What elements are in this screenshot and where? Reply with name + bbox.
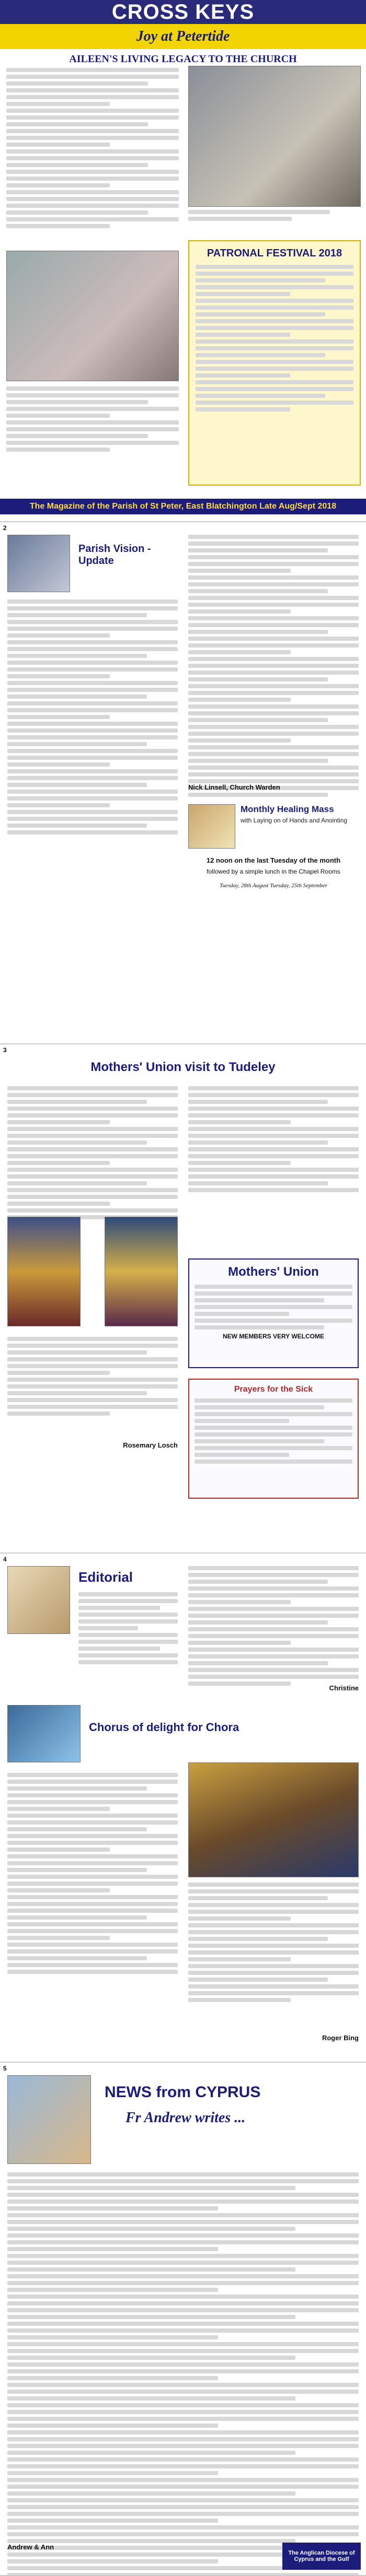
signature: Nick Linsell, Church Warden [188,783,280,791]
prayers-title: Prayers for the Sick [234,1385,313,1394]
masthead: CROSS KEYS [0,0,366,24]
editor-signature: Christine [329,1684,359,1692]
mu-text-left [7,1086,178,1222]
signature: Rosemary Losch [123,1441,178,1449]
vision-text-left [7,599,178,837]
cyprus-subtitle: Fr Andrew writes ... [125,2110,246,2126]
mothers-union-box [188,1258,359,1368]
chora-text-left [7,1773,178,1977]
editorial-text-left [78,1592,178,1667]
photo-aileen [188,66,361,207]
vision-text-right [188,535,359,799]
page-number: 5 [3,2065,7,2072]
cyprus-text [7,2172,359,2576]
photo-church [6,251,179,381]
chora-mosaic-photo [188,1762,359,1877]
subtitle-banner: Joy at Petertide [0,24,366,49]
magazine-banner: The Magazine of the Parish of St Peter, East Blatchington Late Aug/Sept 2018 [0,499,366,514]
page-2 [0,522,366,1044]
page-headline: AILEEN'S LIVING LEGACY TO THE CHURCH [69,53,297,65]
page-1 [0,0,366,522]
healing-title: Monthly Healing Mass [241,804,334,814]
mu-text-right [188,1086,359,1195]
church-logo-image [7,535,70,592]
article-title: Mothers' Union visit to Tudeley [90,1060,276,1074]
healing-dates: Tuesday, 28th August Tuesday, 25th September [219,883,328,889]
healing-line2: 12 noon on the last Tuesday of the month [206,856,341,864]
signature: Andrew & Ann [7,2543,54,2551]
diocese-logo: The Anglican Diocese of Cyprus and the Gulf [282,2543,361,2570]
stained-glass-photo-1 [7,1217,81,1326]
page-3 [0,1044,366,1554]
new-members-text: NEW MEMBERS VERY WELCOME [222,1333,324,1340]
page-number: 3 [3,1046,7,1054]
chora-small-image [7,1705,81,1762]
page-4 [0,1554,366,2063]
healing-line3: followed by a simple lunch in the Chapel Rooms [207,868,340,875]
mu-text-left-2 [7,1337,178,1418]
chora-text-right [188,1883,359,2005]
healing-line1: with Laying on of Hands and Anointing [241,817,348,824]
festival-title: PATRONAL FESTIVAL 2018 [207,248,342,259]
article-column-left [6,68,179,231]
article-continued [6,386,179,454]
editorial-text-right [188,1566,359,1688]
signature: Roger Bing [322,2034,359,2042]
page-number: 4 [3,1556,7,1563]
editorial-title: Editorial [78,1569,133,1585]
chora-title: Chorus of delight for Chora [89,1721,239,1734]
stained-glass-photo-2 [105,1217,178,1326]
page-5 [0,2063,366,2576]
editorial-image [7,1566,70,1634]
prayers-box [188,1379,359,1499]
cyprus-title: NEWS from CYPRUS [105,2084,261,2101]
article-title: Parish Vision - Update [78,543,151,567]
page-number: 2 [3,524,7,532]
photo-caption [188,210,361,224]
mu-box-title: Mothers' Union [228,1265,319,1279]
cyprus-photo [7,2075,91,2164]
patronal-festival-box [188,240,361,486]
